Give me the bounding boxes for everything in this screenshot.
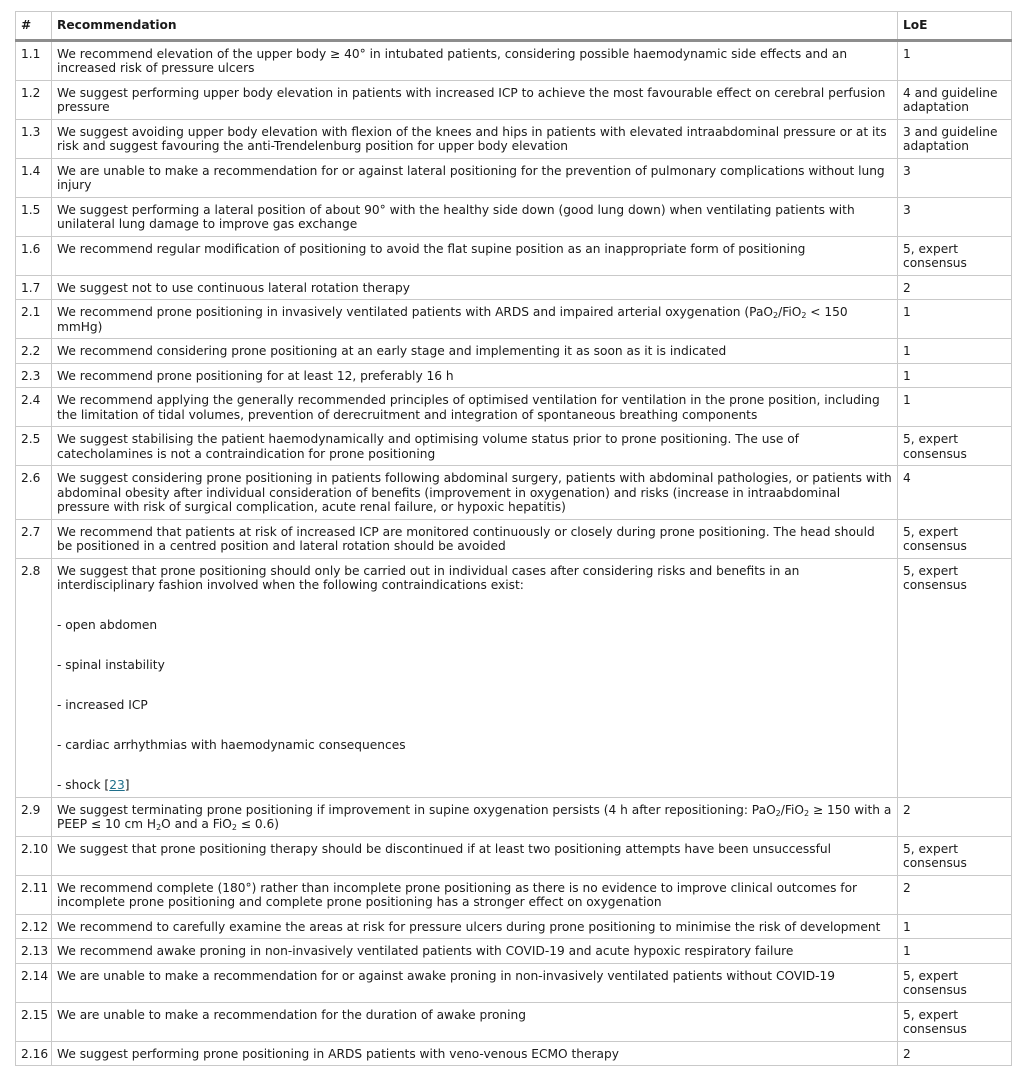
table-row <box>16 939 1012 964</box>
subscript: 2 <box>156 823 162 832</box>
subscript: 2 <box>231 823 237 832</box>
row-number: 2.15 <box>16 1002 52 1041</box>
text-fragment: < 150 mmHg) <box>57 305 848 334</box>
recommendation-text: We suggest that prone positioning therapy should be discontinued if at least two positioning attempts have been unsuccessful <box>52 836 898 875</box>
row-number: 2.6 <box>16 466 52 520</box>
table-row <box>16 339 1012 364</box>
level-of-evidence: 2 <box>898 1041 1012 1066</box>
contraindication-item: - cardiac arrhythmias with haemodynamic consequences <box>57 738 406 752</box>
recommendation-text: We are unable to make a recommendation for or against lateral positioning for the prevention of pulmonary complications without lung injury <box>52 158 898 197</box>
text-fragment: - shock [ <box>57 778 110 792</box>
level-of-evidence: 3 <box>898 197 1012 236</box>
level-of-evidence: 5, expert consensus <box>898 963 1012 1002</box>
subscript: 2 <box>801 311 807 320</box>
column-header-loe: LoE <box>898 12 1012 41</box>
recommendation-text: We suggest stabilising the patient haemodynamically and optimising volume status prior to prone positioning. The use of catecholamines is not a contraindication for prone positioning <box>52 427 898 466</box>
recommendation-text: We recommend considering prone positioning at an early stage and implementing it as soon as it is indicated <box>52 339 898 364</box>
column-header-recommendation: Recommendation <box>52 12 898 41</box>
row-number: 2.13 <box>16 939 52 964</box>
text-fragment: ≥ 150 with a PEEP ≤ 10 cm H <box>57 802 892 831</box>
row-number: 2.14 <box>16 963 52 1002</box>
table-row <box>16 1041 1012 1066</box>
level-of-evidence: 4 <box>898 466 1012 520</box>
level-of-evidence: 4 and guideline adaptation <box>898 80 1012 119</box>
recommendation-text: We suggest performing upper body elevation in patients with increased ICP to achieve the most favourable effect on cerebral perfusion pressure <box>52 80 898 119</box>
level-of-evidence: 5, expert consensus <box>898 236 1012 275</box>
table-row <box>16 875 1012 914</box>
level-of-evidence: 5, expert consensus <box>898 427 1012 466</box>
table-row <box>16 1002 1012 1041</box>
column-header-number: # <box>16 12 52 41</box>
text-fragment: ≤ 0.6) <box>236 817 280 831</box>
text-fragment: /FiO <box>780 802 804 817</box>
subscript: 2 <box>803 808 810 818</box>
level-of-evidence: 1 <box>898 914 1012 939</box>
level-of-evidence: 2 <box>898 275 1012 300</box>
table-row <box>16 427 1012 466</box>
reference-link[interactable]: 23 <box>109 778 125 792</box>
table-row <box>16 197 1012 236</box>
table-row <box>16 119 1012 158</box>
level-of-evidence: 5, expert consensus <box>898 836 1012 875</box>
row-number: 2.2 <box>16 339 52 364</box>
row-number: 2.5 <box>16 427 52 466</box>
text-fragment: ] <box>124 778 130 792</box>
level-of-evidence: 1 <box>898 339 1012 364</box>
table-row <box>16 236 1012 275</box>
contraindication-item-shock <box>57 778 892 793</box>
table-row <box>16 363 1012 388</box>
row-number: 1.4 <box>16 158 52 197</box>
row-number: 2.3 <box>16 363 52 388</box>
recommendations-table-container <box>15 11 1011 1066</box>
row-number: 1.7 <box>16 275 52 300</box>
recommendation-text: We recommend elevation of the upper body ≥ 40° in intubated patients, considering possible haemodynamic side effects and an increased risk of pressure ulcers <box>52 40 898 80</box>
recommendation-text: We recommend that patients at risk of increased ICP are monitored continuously or closely during prone positioning. The head should be positioned in a centred position and lateral rotation should be avoided <box>52 519 898 558</box>
row-number: 2.9 <box>16 797 52 836</box>
subscript: 2 <box>773 311 779 320</box>
text-fragment: We suggest terminating prone positioning if improvement in supine oxygenation persists (4 h after repositioning: PaO <box>57 802 776 817</box>
level-of-evidence: 1 <box>898 300 1012 339</box>
recommendation-text: We recommend awake proning in non-invasively ventilated patients with COVID-19 and acute hypoxic respiratory failure <box>52 939 898 964</box>
recommendations-table <box>15 11 1012 1066</box>
text-fragment: We recommend prone positioning in invasively ventilated patients with ARDS and impaired arterial oxygenation (PaO <box>57 305 774 319</box>
table-row <box>16 40 1012 80</box>
table-row <box>16 388 1012 427</box>
row-number: 2.11 <box>16 875 52 914</box>
level-of-evidence: 1 <box>898 388 1012 427</box>
recommendation-text: We recommend prone positioning for at least 12, preferably 16 h <box>52 363 898 388</box>
row-number: 1.2 <box>16 80 52 119</box>
table-header-row <box>16 12 1012 41</box>
level-of-evidence: 2 <box>898 797 1012 836</box>
row-number: 1.3 <box>16 119 52 158</box>
row-number: 2.8 <box>16 558 52 797</box>
subscript: 2 <box>775 808 781 818</box>
level-of-evidence: 1 <box>898 40 1012 80</box>
level-of-evidence: 5, expert consensus <box>898 1002 1012 1041</box>
recommendation-intro: We suggest that prone positioning should only be carried out in individual cases after considering risks and benefits in an interdisciplinary fashion involved when the following contraindications exist: <box>57 563 800 592</box>
recommendation-text: We suggest avoiding upper body elevation with flexion of the knees and hips in patients with elevated intraabdominal pressure or at its risk and suggest favouring the anti-Trendelenburg position for upper body elevation <box>52 119 898 158</box>
level-of-evidence: 5, expert consensus <box>898 519 1012 558</box>
level-of-evidence: 1 <box>898 363 1012 388</box>
table-row <box>16 519 1012 558</box>
contraindication-item: - open abdomen <box>57 618 158 632</box>
recommendation-text: We suggest performing a lateral position of about 90° with the healthy side down (good lung down) when ventilating patients with unilateral lung damage to improve gas exchange <box>52 197 898 236</box>
contraindication-item: - increased ICP <box>57 698 148 712</box>
recommendation-text: We suggest performing prone positioning in ARDS patients with veno-venous ECMO therapy <box>52 1041 898 1066</box>
recommendation-text <box>52 558 898 797</box>
row-number: 1.6 <box>16 236 52 275</box>
table-row <box>16 797 1012 836</box>
level-of-evidence: 1 <box>898 939 1012 964</box>
table-row <box>16 963 1012 1002</box>
recommendation-text: We recommend complete (180°) rather than incomplete prone positioning as there is no evidence to improve clinical outcomes for incomplete prone positioning and complete prone positioning has a stronger effect on oxygenation <box>52 875 898 914</box>
row-number: 2.10 <box>16 836 52 875</box>
table-row <box>16 300 1012 339</box>
table-row <box>16 836 1012 875</box>
row-number: 1.1 <box>16 40 52 80</box>
recommendation-text: We are unable to make a recommendation for the duration of awake proning <box>52 1002 898 1041</box>
recommendation-text: We suggest considering prone positioning in patients following abdominal surgery, patients with abdominal pathologies, or patients with abdominal obesity after individual consideration of benefits (improvement in oxygenation) and risks (increase in intraabdominal pressure with risk of surgical complication, acute renal failure, or hypoxic hepatitis) <box>52 466 898 520</box>
row-number: 2.4 <box>16 388 52 427</box>
recommendation-text <box>52 797 898 836</box>
row-number: 2.12 <box>16 914 52 939</box>
row-number: 2.16 <box>16 1041 52 1066</box>
row-number: 2.7 <box>16 519 52 558</box>
table-row <box>16 914 1012 939</box>
recommendation-text: We are unable to make a recommendation for or against awake proning in non-invasively ventilated patients without COVID-19 <box>52 963 898 1002</box>
contraindication-item: - spinal instability <box>57 658 165 672</box>
table-row <box>16 558 1012 797</box>
table-row <box>16 466 1012 520</box>
table-row <box>16 80 1012 119</box>
text-fragment: O and a FiO <box>161 817 232 831</box>
table-row <box>16 275 1012 300</box>
recommendation-text: We recommend to carefully examine the areas at risk for pressure ulcers during prone positioning to minimise the risk of development <box>52 914 898 939</box>
level-of-evidence: 3 and guideline adaptation <box>898 119 1012 158</box>
level-of-evidence: 5, expert consensus <box>898 558 1012 797</box>
table-row <box>16 158 1012 197</box>
recommendation-text: We suggest not to use continuous lateral rotation therapy <box>52 275 898 300</box>
row-number: 1.5 <box>16 197 52 236</box>
row-number: 2.1 <box>16 300 52 339</box>
recommendation-text <box>52 300 898 339</box>
recommendation-text: We recommend regular modification of positioning to avoid the flat supine position as an inappropriate form of positioning <box>52 236 898 275</box>
recommendation-text: We recommend applying the generally recommended principles of optimised ventilation for ventilation in the prone position, including the limitation of tidal volumes, prevention of derecruitment and integration of spontaneous breathing components <box>52 388 898 427</box>
text-fragment: /FiO <box>778 305 802 319</box>
level-of-evidence: 3 <box>898 158 1012 197</box>
level-of-evidence: 2 <box>898 875 1012 914</box>
